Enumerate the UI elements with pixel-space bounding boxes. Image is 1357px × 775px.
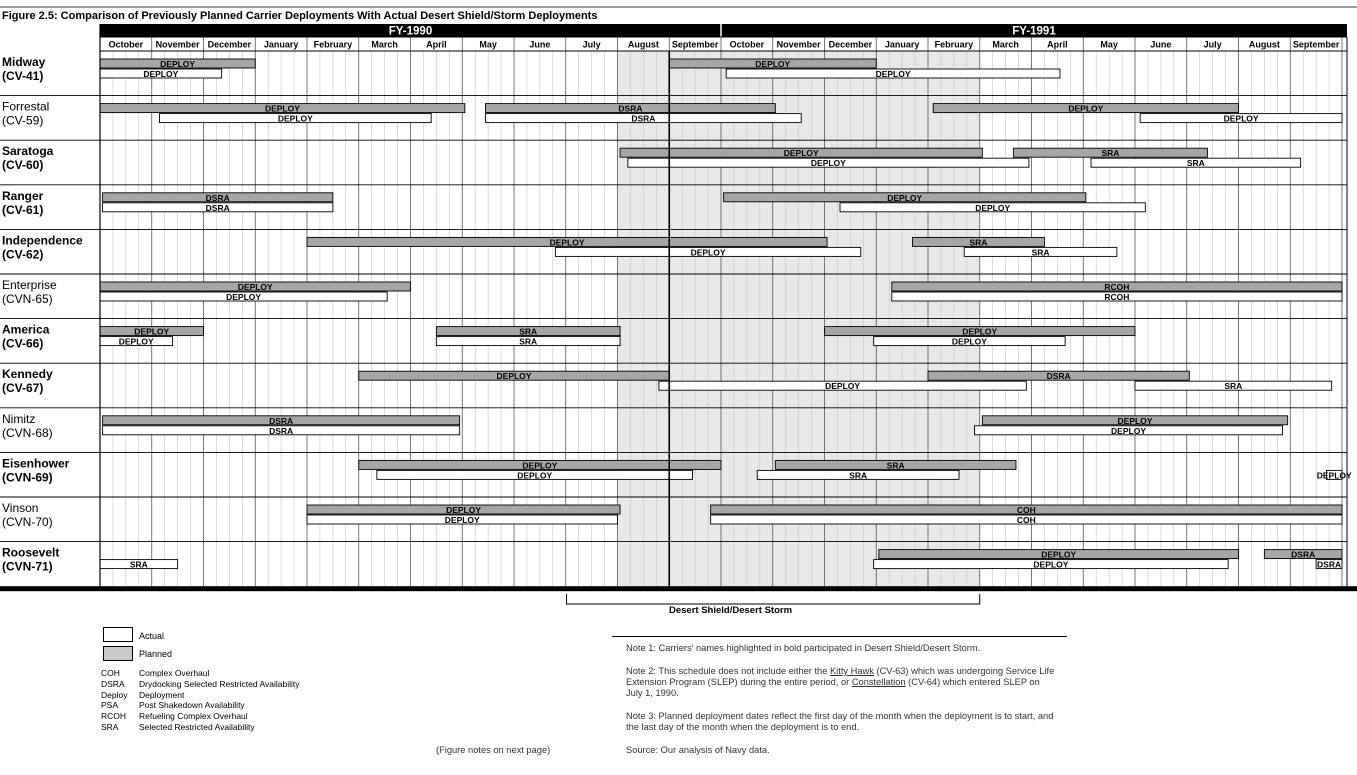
- abbr-value: Post Shakedown Availability: [139, 700, 245, 711]
- planned-bar-label: SRA: [1101, 148, 1120, 159]
- carrier-hull: (CVN-69): [2, 470, 53, 485]
- month-label: March: [992, 39, 1019, 50]
- abbr-key: DSRA: [101, 678, 125, 689]
- month-label: July: [1203, 39, 1222, 50]
- carrier-hull: (CV-67): [2, 381, 44, 396]
- note-2: [626, 666, 1056, 699]
- month-label: October: [108, 39, 144, 50]
- month-label: February: [313, 39, 353, 50]
- actual-bar-label: DEPLOY: [810, 158, 846, 169]
- abbr-value: Refueling Complex Overhaul: [139, 711, 248, 722]
- carrier-hull: (CV-62): [2, 247, 44, 262]
- planned-bar-label: DSRA: [269, 415, 294, 426]
- month-label: October: [729, 39, 765, 50]
- carrier-hull: (CVN-68): [2, 425, 53, 440]
- actual-bar-label: SRA: [1186, 158, 1205, 169]
- planned-bar-label: SRA: [519, 326, 538, 337]
- actual-bar-label: DSRA: [631, 113, 656, 124]
- month-label: September: [671, 39, 719, 50]
- abbr-key: PSA: [101, 700, 119, 711]
- carrier-name: Independence: [2, 233, 83, 248]
- carrier-hull: (CV-61): [2, 202, 44, 217]
- actual-bar-label: DEPLOY: [951, 336, 987, 347]
- planned-bar-label: DSRA: [1291, 549, 1316, 560]
- planned-bar-label: DEPLOY: [446, 505, 482, 515]
- note-2-part-a: Note 2: This schedule does not include either the: [626, 666, 830, 676]
- carrier-hull: (CV-66): [2, 336, 44, 351]
- carrier-name: Enterprise: [2, 278, 57, 292]
- abbreviation-item: [101, 711, 299, 722]
- planned-bar-label: DSRA: [1046, 371, 1071, 382]
- carrier-name: Nimitz: [2, 411, 36, 426]
- planned-bar-label: DEPLOY: [887, 192, 923, 203]
- actual-bar-label: SRA: [519, 336, 538, 347]
- planned-bar-label: SRA: [969, 237, 988, 248]
- planned-bar-label: DSRA: [205, 192, 230, 203]
- abbr-key: SRA: [101, 721, 119, 732]
- actual-bar-label: DEPLOY: [226, 292, 262, 302]
- actual-bar-label: DEPLOY: [143, 69, 179, 79]
- planned-bar-label: DEPLOY: [160, 59, 196, 69]
- kitty-hawk-name: Kitty Hawk: [829, 666, 874, 676]
- planned-bar-label: SRA: [886, 460, 905, 471]
- carrier-name: Vinson: [2, 501, 39, 515]
- actual-bar-label: COH: [1016, 515, 1036, 525]
- planned-bar-label: DEPLOY: [1041, 549, 1077, 560]
- abbreviation-item: [101, 722, 299, 733]
- note-1: Note 1: Carriers' names highlighted in bold participated in Desert Shield/Desert Storm.: [626, 643, 981, 653]
- abbr-key: Deploy: [101, 689, 128, 700]
- planned-bar-label: DEPLOY: [1117, 415, 1153, 426]
- desert-shield-label: Desert Shield/Desert Storm: [669, 605, 793, 616]
- actual-bar-label: DSRA: [269, 425, 294, 436]
- note-2-part-c: (CV-64) which entered SLEP on July 1, 1990.: [626, 677, 1040, 698]
- planned-bar-label: RCOH: [1104, 282, 1130, 292]
- month-label: June: [1150, 39, 1172, 50]
- planned-bar-label: DEPLOY: [264, 103, 300, 114]
- planned-bar-label: COH: [1016, 505, 1036, 515]
- abbr-key: RCOH: [101, 711, 127, 722]
- actual-bar-label: SRA: [1224, 381, 1243, 392]
- planned-bar-label: DEPLOY: [1068, 103, 1104, 114]
- month-label: December: [207, 39, 252, 50]
- actual-bar-label: RCOH: [1104, 292, 1130, 302]
- legend-planned-swatch: [103, 646, 133, 661]
- month-label: April: [1047, 39, 1068, 50]
- abbr-key: COH: [101, 668, 120, 678]
- carrier-hull: (CV-59): [2, 113, 44, 128]
- carrier-name: Kennedy: [2, 367, 53, 382]
- carrier-name: Midway: [2, 55, 46, 69]
- abbreviation-list: [101, 668, 299, 733]
- bottom-border: [0, 586, 1357, 591]
- constellation-name: Constellation: [851, 677, 906, 687]
- planned-bar-label: DEPLOY: [522, 460, 558, 471]
- actual-bar-label: DEPLOY: [1223, 113, 1259, 124]
- month-label: November: [776, 39, 821, 50]
- actual-bar-label: DEPLOY: [690, 247, 726, 258]
- month-label: July: [582, 39, 601, 50]
- abbreviation-item: [101, 679, 299, 690]
- carrier-hull: (CVN-70): [2, 515, 53, 529]
- month-label: January: [263, 39, 299, 50]
- abbreviation-item: [101, 700, 299, 711]
- legend-actual-swatch: [103, 627, 133, 642]
- abbr-value: Deployment: [139, 689, 185, 700]
- actual-bar-label: SRA: [1031, 247, 1050, 258]
- actual-bar-label: DEPLOY: [825, 381, 861, 392]
- actual-bar-label: DEPLOY: [444, 515, 480, 525]
- abbreviation-item: [101, 668, 299, 679]
- actual-bar-label: DSRA: [205, 202, 230, 213]
- carrier-name: Eisenhower: [2, 456, 70, 471]
- actual-bar-label: DEPLOY: [277, 113, 313, 124]
- abbr-value: Selected Restricted Availability: [139, 721, 255, 732]
- abbr-value: Drydocking Selected Restricted Availability: [139, 678, 300, 689]
- month-label: April: [426, 39, 447, 50]
- month-label: January: [884, 39, 920, 50]
- month-label: September: [1292, 39, 1340, 50]
- actual-bar-label: DEPLOY: [975, 202, 1011, 213]
- planned-bar-label: DEPLOY: [134, 326, 170, 337]
- note-2-part-b: (CV-63) which was undergoing Service Life Extension Program (SLEP) during the entire period, or: [626, 666, 1055, 687]
- next-page-note: (Figure notes on next page): [436, 745, 551, 755]
- month-label: August: [627, 39, 659, 50]
- actual-bar-label: DEPLOY: [118, 336, 154, 347]
- desert-shield-bracket: [567, 594, 980, 604]
- figure-title: Figure 2.5: Comparison of Previously Planned Carrier Deployments With Actual Desert Shield/Storm Deployments: [2, 10, 598, 22]
- planned-bar-label: DEPLOY: [549, 237, 585, 248]
- planned-bar-label: DEPLOY: [496, 371, 532, 382]
- chart-header: [100, 24, 1347, 51]
- actual-bar-label: DEPLOY: [1111, 425, 1147, 436]
- abbreviation-item: [101, 690, 299, 701]
- legend-planned-label: Planned: [139, 649, 173, 659]
- actual-bar-label: DEPLOY: [1316, 470, 1352, 481]
- carrier-hull: (CV-60): [2, 158, 44, 173]
- actual-bar-label: DSRA: [1317, 559, 1342, 570]
- actual-bar-label: SRA: [129, 559, 148, 570]
- month-label: November: [155, 39, 200, 50]
- month-label: December: [828, 39, 873, 50]
- month-label: August: [1248, 39, 1280, 50]
- source-note: Source: Our analysis of Navy data.: [626, 745, 770, 755]
- planned-bar-label: DEPLOY: [237, 282, 273, 292]
- month-label: March: [371, 39, 398, 50]
- notes-divider: [612, 636, 1067, 637]
- actual-bar-label: SRA: [849, 470, 868, 481]
- abbr-value: Complex Overhaul: [139, 668, 210, 678]
- actual-bar-label: DEPLOY: [875, 69, 911, 79]
- actual-bar-label: DEPLOY: [517, 470, 553, 481]
- carrier-name: America: [2, 322, 50, 337]
- carrier-name: Saratoga: [2, 144, 54, 159]
- note-3: Note 3: Planned deployment dates reflect the first day of the month when the deployment is to start, and the last day of the month when the deployment is to end.: [626, 711, 1054, 732]
- carrier-name: Roosevelt: [2, 545, 60, 560]
- carrier-hull: (CVN-71): [2, 559, 53, 574]
- carrier-name: Ranger: [2, 188, 44, 203]
- month-label: February: [934, 39, 974, 50]
- figure-notes: [626, 643, 1056, 768]
- month-label: May: [479, 39, 497, 50]
- legend-actual-label: Actual: [139, 631, 165, 641]
- planned-bar-label: DEPLOY: [783, 148, 819, 159]
- month-label: May: [1100, 39, 1118, 50]
- actual-bar-label: DEPLOY: [1033, 559, 1069, 570]
- fiscal-year-label: FY-1990: [388, 25, 433, 38]
- carrier-hull: (CV-41): [2, 69, 44, 83]
- month-label: June: [529, 39, 551, 50]
- carrier-hull: (CVN-65): [2, 292, 53, 306]
- fiscal-year-label: FY-1991: [1012, 25, 1056, 38]
- planned-bar-label: DEPLOY: [755, 59, 791, 69]
- planned-bar-label: DEPLOY: [962, 326, 998, 337]
- carrier-name: Forrestal: [2, 99, 50, 114]
- planned-bar-label: DSRA: [618, 103, 643, 114]
